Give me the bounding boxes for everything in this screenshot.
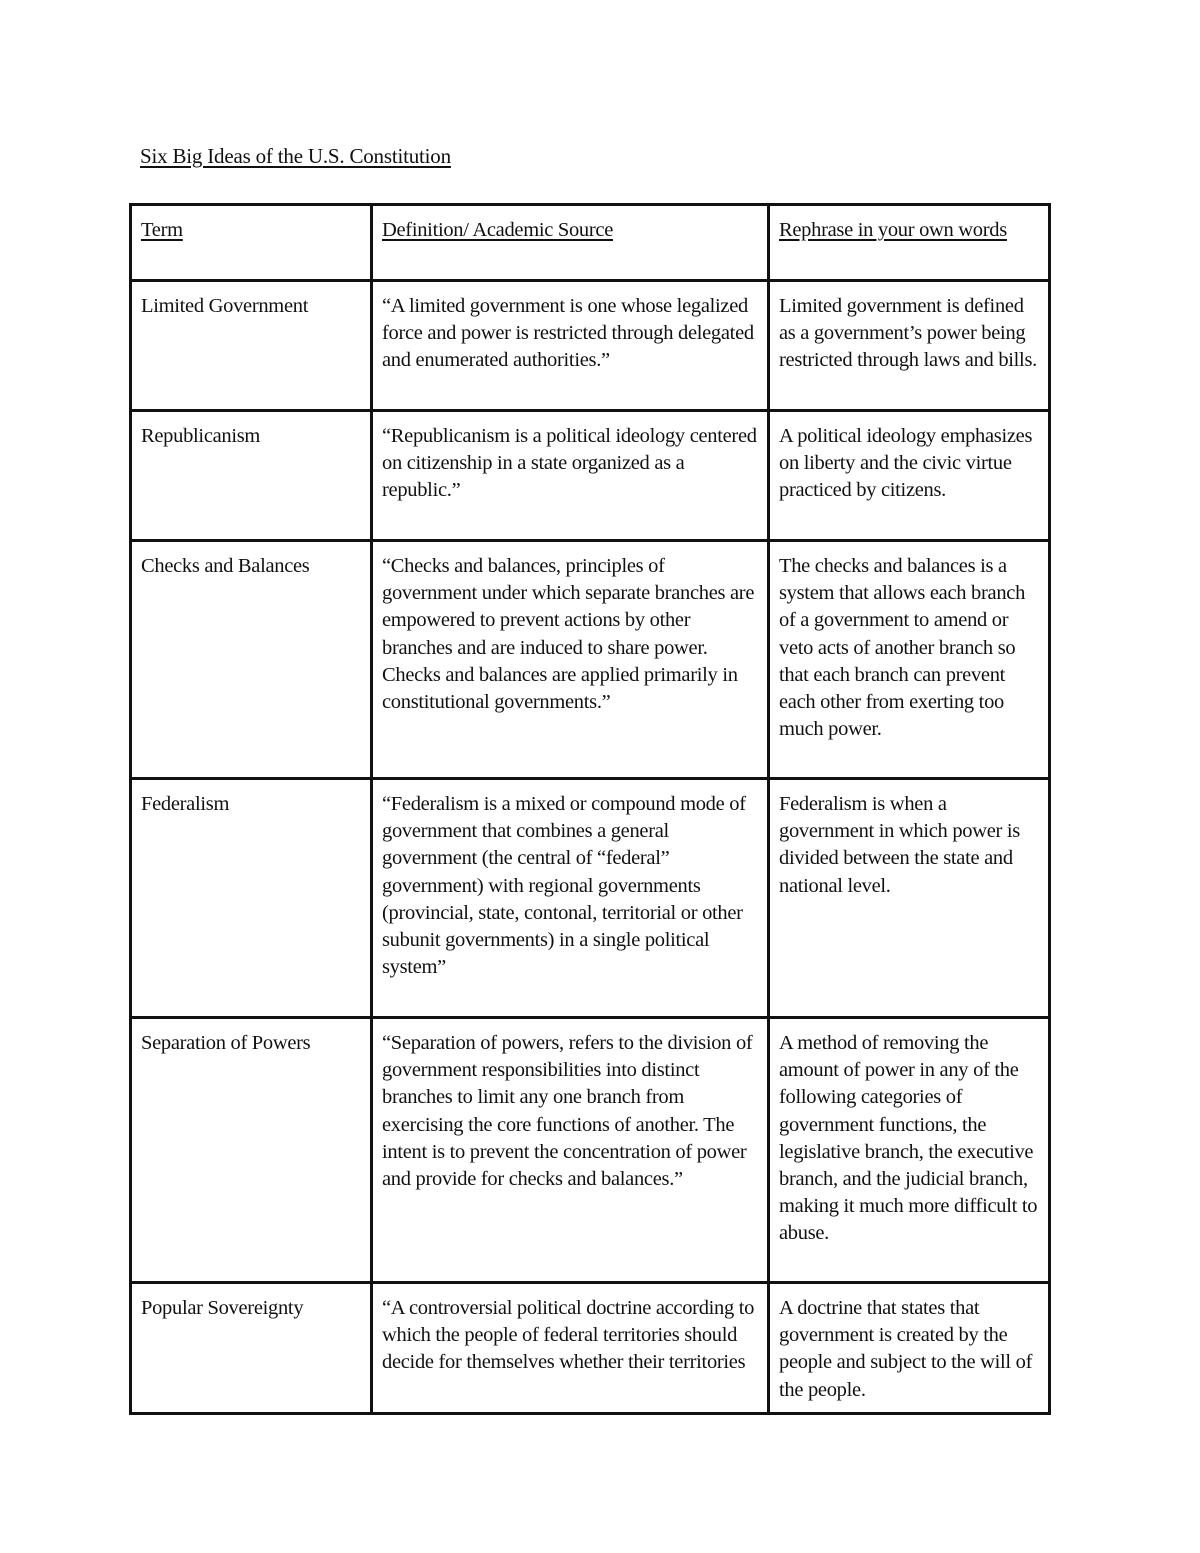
definition-cell: “A controversial political doctrine according to which the people of federal territories should decide for themselves whether their territories: [372, 1283, 769, 1414]
document-title: Six Big Ideas of the U.S. Constitution: [140, 144, 451, 168]
table-row: [131, 281, 1050, 411]
definition-cell: “Republicanism is a political ideology centered on citizenship in a state organized as a republic.”: [372, 411, 769, 541]
term-cell: Republicanism: [131, 411, 372, 541]
rephrase-cell: A method of removing the amount of power in any of the following categories of government functions, the legislative branch, the executive branch, and the judicial branch, making it much more difficult to abuse.: [769, 1018, 1050, 1283]
table-row: [131, 1283, 1050, 1414]
rephrase-cell: Limited government is defined as a government’s power being restricted through laws and bills.: [769, 281, 1050, 411]
term-cell: Federalism: [131, 779, 372, 1018]
definition-cell: “A limited government is one whose legalized force and power is restricted through delegated and enumerated authorities.”: [372, 281, 769, 411]
table-row: [131, 411, 1050, 541]
rephrase-cell: A political ideology emphasizes on liberty and the civic virtue practiced by citizens.: [769, 411, 1050, 541]
rephrase-cell: Federalism is when a government in which power is divided between the state and national level.: [769, 779, 1050, 1018]
table-row: [131, 779, 1050, 1018]
term-cell: Popular Sovereignty: [131, 1283, 372, 1414]
definition-cell: “Checks and balances, principles of government under which separate branches are empowered to prevent actions by other branches and are induced to share power. Checks and balances are applied primarily in constitutional governments.”: [372, 541, 769, 779]
term-cell: Limited Government: [131, 281, 372, 411]
table-row: [131, 541, 1050, 779]
rephrase-cell: A doctrine that states that government is created by the people and subject to the will of the people.: [769, 1283, 1050, 1414]
header-rephrase: Rephrase in your own words: [769, 205, 1050, 281]
definition-cell: “Federalism is a mixed or compound mode of government that combines a general government (the central of “federal” government) with regional governments (provincial, state, contonal, territorial or other subunit governments) in a single political system”: [372, 779, 769, 1018]
big-ideas-table: [129, 203, 1051, 1415]
term-cell: Checks and Balances: [131, 541, 372, 779]
definition-cell: “Separation of powers, refers to the division of government responsibilities into distinct branches to limit any one branch from exercising the core functions of another. The intent is to prevent the concentration of power and provide for checks and balances.”: [372, 1018, 769, 1283]
header-term: Term: [131, 205, 372, 281]
term-cell: Separation of Powers: [131, 1018, 372, 1283]
table-row: [131, 1018, 1050, 1283]
rephrase-cell: The checks and balances is a system that allows each branch of a government to amend or veto acts of another branch so that each branch can prevent each other from exerting too much power.: [769, 541, 1050, 779]
table-header-row: [131, 205, 1050, 281]
header-definition: Definition/ Academic Source: [372, 205, 769, 281]
